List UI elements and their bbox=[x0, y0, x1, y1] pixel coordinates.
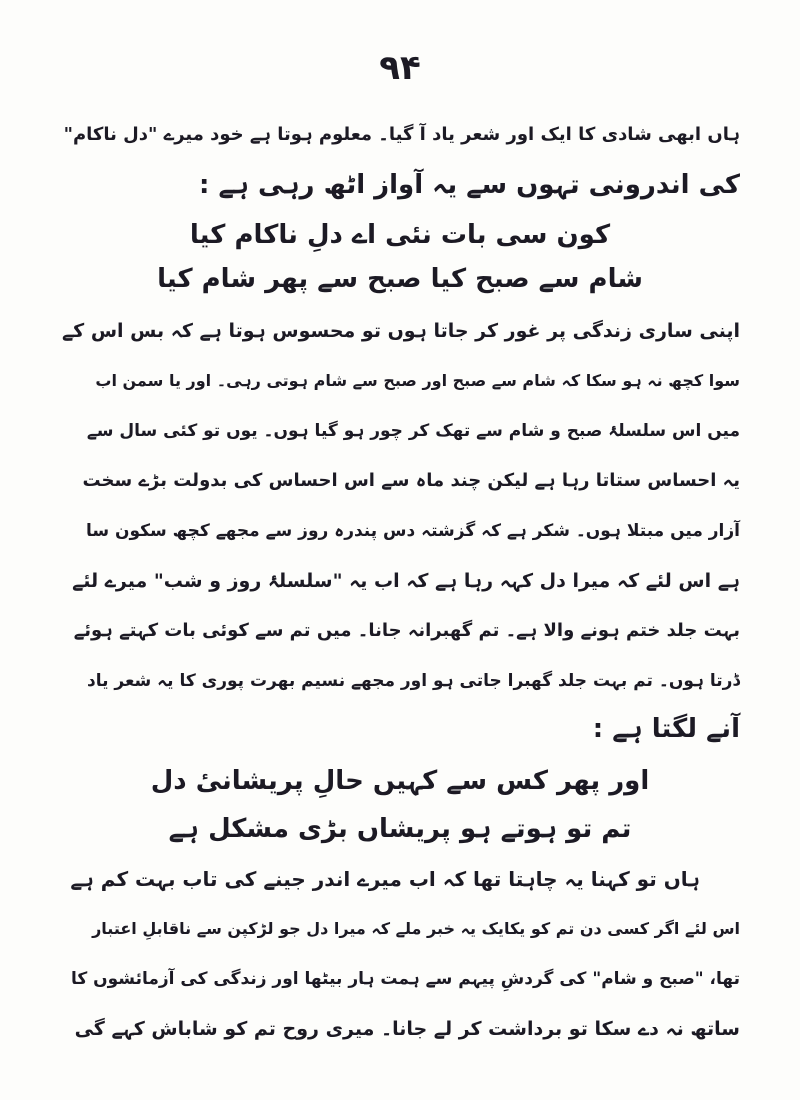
prose-line: ہاں ابھی شادی کا ایک اور شعر یاد آ گیا۔ معلوم ہوتا ہے خود میرے "دل ناکام" bbox=[63, 124, 740, 145]
prose-line: ہے اس لئے کہ میرا دل کہہ رہا ہے کہ اب یہ "سلسلۂ روز و شب" میرے لئے bbox=[72, 570, 740, 592]
prose-line: اپنی ساری زندگی پر غور کر جاتا ہوں تو محسوس ہوتا ہے کہ بس اس کے bbox=[62, 320, 740, 342]
prose-line: آزار میں مبتلا ہوں۔ شکر ہے کہ گزشتہ دس پندرہ روز سے مجھے کچھ سکون سا bbox=[85, 521, 740, 541]
prose-line: اس لئے اگر کسی دن تم کو یکایک یہ خبر ملے کہ میرا دل جو لڑکپن سے ناقابلِ اعتبار bbox=[92, 919, 740, 938]
prose-line: سوا کچھ نہ ہو سکا کہ شام سے صبح اور صبح سے شام ہوتی رہی۔ اور یا سمن اب bbox=[95, 371, 740, 390]
prose-line: کی اندرونی تہوں سے یہ آواز اٹھ رہی ہے : bbox=[199, 170, 740, 200]
verse-line: شام سے صبح کیا صبح سے پھر شام کیا bbox=[157, 264, 643, 294]
prose-line: ڈرتا ہوں۔ تم بہت جلد گھبرا جاتی ہو اور مجھے نسیم بھرت پوری کا یہ شعر یاد bbox=[86, 671, 740, 691]
page-number: ۹۴ bbox=[379, 48, 421, 88]
prose-line: میں اس سلسلۂ صبح و شام سے تھک کر چور ہو گیا ہوں۔ یوں تو کئی سال سے bbox=[86, 421, 740, 441]
verse-line: اور پھر کس سے کہیں حالِ پریشانیٔ دل bbox=[150, 766, 650, 796]
prose-line: ساتھ نہ دے سکا تو برداشت کر لے جانا۔ میری روح تم کو شاباش کہے گی bbox=[74, 1018, 740, 1040]
prose-line: بہت جلد ختم ہونے والا ہے۔ تم گھبرانہ جانا۔ میں تم سے کوئی بات کہتے ہوئے bbox=[73, 620, 740, 641]
verse-line: تم تو ہوتے ہو پریشاں بڑی مشکل ہے bbox=[168, 814, 632, 844]
prose-line: آنے لگتا ہے : bbox=[592, 714, 740, 744]
prose-line: ہاں تو کہنا یہ چاہتا تھا کہ اب میرے اندر جینے کی تاب بہت کم ہے bbox=[70, 867, 700, 891]
prose-line: یہ احساس ستاتا رہا ہے لیکن چند ماہ سے اس احساس کی بدولت بڑے سخت bbox=[82, 470, 740, 491]
verse-line: کون سی بات نئی اے دلِ ناکام کیا bbox=[189, 220, 611, 250]
prose-line: تھا، "صبح و شام" کی گردشِ پیہم سے ہمت ہار بیٹھا اور زندگی کی آزمائشوں کا bbox=[70, 969, 740, 989]
